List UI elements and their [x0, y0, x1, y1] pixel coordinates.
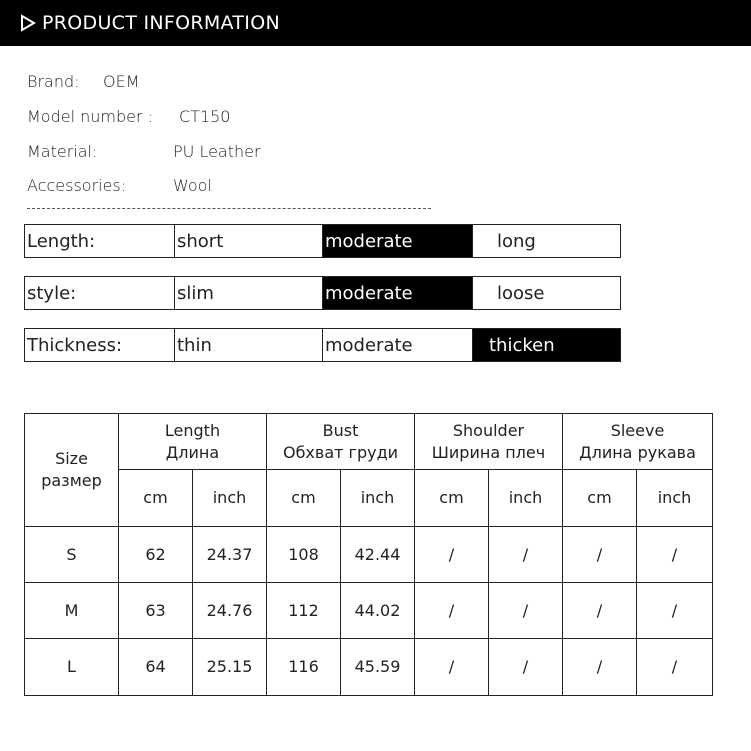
attribute-option: slim [175, 277, 323, 309]
value-cell: / [563, 527, 637, 583]
value-cell: / [563, 583, 637, 639]
unit-cell: inch [637, 470, 713, 527]
dashed-divider [27, 208, 431, 209]
attribute-option: thin [175, 329, 323, 361]
attribute-option: moderate [323, 329, 473, 361]
group-header-ru: Длина рукава [579, 442, 696, 462]
value-cell: 63 [119, 583, 193, 639]
unit-header-row [25, 470, 713, 527]
attribute-thickness [24, 328, 621, 362]
size-table [24, 413, 713, 696]
unit-cell: inch [341, 470, 415, 527]
group-header-ru: Обхват груди [282, 442, 399, 462]
attribute-label: Length: [25, 225, 175, 257]
group-header-en: Shoulder [452, 420, 525, 440]
unit-cell: cm [415, 470, 489, 527]
size-header-ru: размер [41, 471, 102, 490]
info-label: Accessories: [27, 176, 127, 195]
group-header-en: Length [164, 420, 221, 440]
group-header-shoulder [415, 414, 563, 470]
group-header-bust [267, 414, 415, 470]
value-cell: 42.44 [341, 527, 415, 583]
value-cell: / [415, 639, 489, 696]
table-header-row [25, 414, 713, 470]
info-label: Brand: [27, 72, 80, 91]
unit-cell: inch [489, 470, 563, 527]
size-cell: L [25, 639, 119, 696]
unit-cell: cm [563, 470, 637, 527]
attribute-option-selected: thicken [473, 329, 620, 361]
value-cell: / [637, 527, 713, 583]
value-cell: 24.37 [193, 527, 267, 583]
value-cell: / [489, 527, 563, 583]
info-label: Material: [27, 142, 98, 161]
info-value: PU Leather [173, 142, 261, 161]
unit-cell: cm [267, 470, 341, 527]
size-header-cell [25, 414, 119, 527]
value-cell: 25.15 [193, 639, 267, 696]
section-title: PRODUCT INFORMATION [42, 12, 280, 34]
group-header-en: Bust [322, 420, 359, 440]
value-cell: 116 [267, 639, 341, 696]
table-row [25, 527, 713, 583]
value-cell: / [637, 583, 713, 639]
attribute-label: Thickness: [25, 329, 175, 361]
group-header-en: Sleeve [610, 420, 665, 440]
triangle-right-icon [20, 14, 36, 32]
value-cell: / [415, 527, 489, 583]
attribute-option: short [175, 225, 323, 257]
value-cell: 24.76 [193, 583, 267, 639]
attribute-option: loose [497, 282, 545, 304]
table-row [25, 583, 713, 639]
size-cell: S [25, 527, 119, 583]
group-header-ru: Длина [165, 442, 220, 462]
value-cell: 62 [119, 527, 193, 583]
table-row [25, 639, 713, 696]
attribute-style [24, 276, 621, 310]
attribute-label: style: [25, 277, 175, 309]
attribute-option-selected: moderate [323, 225, 473, 257]
value-cell: 44.02 [341, 583, 415, 639]
value-cell: / [415, 583, 489, 639]
group-header-length [119, 414, 267, 470]
info-label: Model number : [27, 107, 154, 126]
group-header-sleeve [563, 414, 713, 470]
unit-cell: cm [119, 470, 193, 527]
value-cell: / [489, 583, 563, 639]
group-header-ru: Ширина плеч [431, 442, 546, 462]
value-cell: / [563, 639, 637, 696]
size-cell: M [25, 583, 119, 639]
section-header [0, 0, 751, 46]
value-cell: 45.59 [341, 639, 415, 696]
info-value: OEM [103, 72, 140, 91]
size-header-en: Size [55, 449, 88, 469]
value-cell: 64 [119, 639, 193, 696]
attribute-option-selected: moderate [323, 277, 473, 309]
value-cell: / [489, 639, 563, 696]
info-value: CT150 [179, 107, 231, 126]
unit-cell: inch [193, 470, 267, 527]
attribute-length [24, 224, 621, 258]
value-cell: 108 [267, 527, 341, 583]
value-cell: 112 [267, 583, 341, 639]
value-cell: / [637, 639, 713, 696]
attribute-option: long [497, 230, 536, 252]
info-value: Wool [173, 176, 212, 195]
